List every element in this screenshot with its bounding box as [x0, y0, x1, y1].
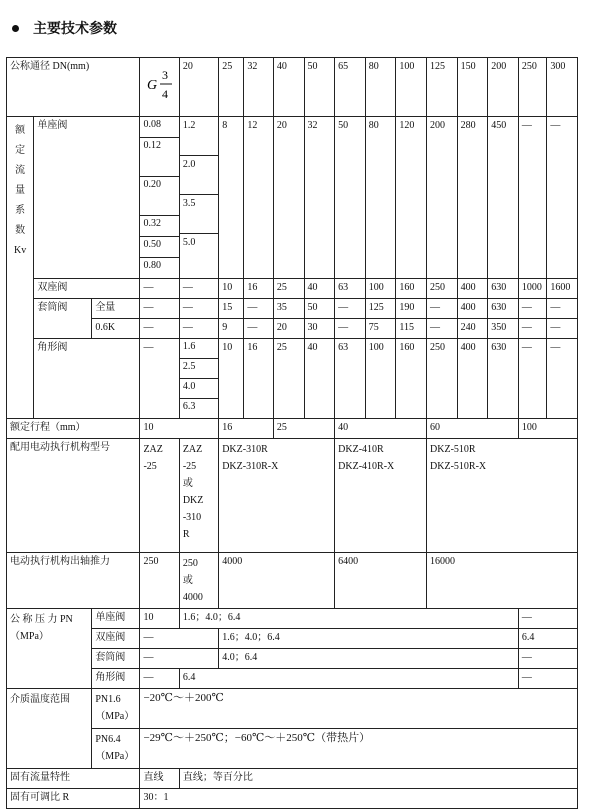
section-title: 主要技术参数 [33, 21, 117, 37]
cell-line: 1.2 [182, 120, 196, 131]
kv-double-value: 16 [244, 279, 274, 299]
cell-line: 5.0 [180, 233, 218, 272]
kv-single-value: 8 [219, 117, 244, 279]
kv-single-col1 [179, 117, 218, 279]
kv-double-value: 40 [304, 279, 335, 299]
kv-sleeve-06k-value: — [518, 319, 546, 339]
range-ratio-row [7, 789, 578, 809]
thrust-col1: 250 或 4000 [179, 553, 218, 609]
pressure-double-a: — [140, 629, 219, 649]
kv-sleeve-full-value: — [427, 299, 458, 319]
thrust-group2: 6400 [335, 553, 427, 609]
temperature-pn64-row [7, 729, 578, 769]
kv-sleeve-06k-value: 75 [365, 319, 396, 339]
cell-line: 3.5 [180, 194, 218, 233]
actuator-model-col0: ZAZ -25 [140, 439, 179, 553]
kv-double-value: 400 [457, 279, 488, 299]
kv-single-value: 280 [457, 117, 488, 279]
kv-angle-value: 630 [488, 339, 519, 419]
thrust-group3: 16000 [427, 553, 578, 609]
kv-angle-col0: — [140, 339, 179, 419]
temperature-pn16-row [7, 689, 578, 729]
kv-single-value: 12 [244, 117, 274, 279]
dn-value: 32 [244, 58, 274, 117]
flow-char-b: 直线；等百分比 [179, 769, 577, 789]
thrust-col0: 250 [140, 553, 179, 609]
kv-double-value: 1000 [518, 279, 546, 299]
flow-char-a: 直线 [140, 769, 179, 789]
cell-line: 0.80 [140, 257, 178, 278]
cell-line: 6.3 [180, 398, 218, 418]
kv-sleeve-06k-value: 240 [457, 319, 488, 339]
kv-single-value: — [518, 117, 546, 279]
kv-single-value: 32 [304, 117, 335, 279]
cell-line: 2.5 [180, 358, 218, 378]
pressure-single-c: — [518, 609, 577, 629]
stroke-value: 10 [140, 419, 219, 439]
kv-sleeve-06k-row [7, 319, 578, 339]
svg-text:G: G [146, 77, 157, 93]
kv-sleeve-06k-value: 9 [219, 319, 244, 339]
kv-double-value: 63 [335, 279, 366, 299]
temperature-pn64-value: −29℃～＋250℃；−60℃～＋250℃（带热片） [140, 729, 578, 769]
kv-angle-value: 160 [396, 339, 427, 419]
dn-value: 40 [273, 58, 304, 117]
kv-sleeve-06k-value: — [244, 319, 274, 339]
kv-single-value: 50 [335, 117, 366, 279]
pressure-sleeve-row [7, 649, 578, 669]
kv-double-value: 25 [273, 279, 304, 299]
cell-line: 0.32 [140, 215, 178, 236]
pressure-angle-row [7, 669, 578, 689]
kv-angle-value: 250 [427, 339, 458, 419]
dn-value: 200 [488, 58, 519, 117]
kv-angle-value: 16 [244, 339, 274, 419]
stroke-label: 额定行程（mm） [7, 419, 140, 439]
cell-line: 0.20 [140, 176, 178, 197]
kv-double-label: 双座阀 [34, 279, 140, 299]
cell-line: 4.0 [180, 378, 218, 398]
dn-value: 25 [219, 58, 244, 117]
dn-value: 300 [547, 58, 578, 117]
kv-sleeve-full-value: 190 [396, 299, 427, 319]
dn-value: 250 [518, 58, 546, 117]
cell-line: 2.0 [180, 155, 218, 194]
pressure-double-b: 1.6；4.0；6.4 [219, 629, 519, 649]
kv-sleeve-full-value: — [244, 299, 274, 319]
pressure-sleeve-label: 套筒阀 [92, 649, 140, 669]
kv-sleeve-full-value: — [547, 299, 578, 319]
actuator-model-col1: ZAZ -25 或 DKZ -310 R [179, 439, 218, 553]
kv-sleeve-full-value: 400 [457, 299, 488, 319]
kv-label: 额 定 流 量 系 数 Kv [7, 117, 34, 419]
stroke-value: 16 [219, 419, 274, 439]
flow-char-label: 固有流量特性 [7, 769, 140, 789]
stroke-value: 100 [518, 419, 577, 439]
dn-value: 80 [365, 58, 396, 117]
svg-text:4: 4 [161, 86, 168, 101]
spec-table [6, 57, 578, 809]
kv-sleeve-full-value: 125 [365, 299, 396, 319]
kv-sleeve-full-value: 630 [488, 299, 519, 319]
kv-sleeve-06k-value: — [140, 319, 179, 339]
pressure-double-label: 双座阀 [92, 629, 140, 649]
kv-single-value: 120 [396, 117, 427, 279]
kv-single-value: 20 [273, 117, 304, 279]
kv-angle-value: — [518, 339, 546, 419]
kv-double-value: — [140, 279, 179, 299]
pressure-single-row [7, 609, 578, 629]
cell-line: 0.12 [143, 140, 161, 151]
range-ratio-label: 固有可调比 R [7, 789, 140, 809]
kv-single-value: — [547, 117, 578, 279]
g-three-quarters-formula [145, 64, 175, 106]
pressure-sleeve-a: — [140, 649, 219, 669]
dn-value: 150 [457, 58, 488, 117]
range-ratio-value: 30：1 [140, 789, 578, 809]
kv-sleeve-label: 套筒阀 [34, 299, 92, 339]
dn-value: 50 [304, 58, 335, 117]
kv-sleeve-06k-value: 115 [396, 319, 427, 339]
pressure-single-label: 单座阀 [92, 609, 140, 629]
pressure-sleeve-b: 4.0；6.4 [219, 649, 519, 669]
kv-sleeve-full-value: 35 [273, 299, 304, 319]
stroke-value: 25 [273, 419, 334, 439]
kv-angle-value: 100 [365, 339, 396, 419]
actuator-model-group1: DKZ-310R DKZ-310R-X [219, 439, 335, 553]
thrust-group1: 4000 [219, 553, 335, 609]
flow-char-row [7, 769, 578, 789]
kv-sleeve-full-value: — [179, 299, 218, 319]
kv-angle-value: 10 [219, 339, 244, 419]
kv-sleeve-full-value: 15 [219, 299, 244, 319]
kv-single-col0 [140, 117, 179, 279]
pressure-double-c: 6.4 [518, 629, 577, 649]
kv-sleeve-full-value: 50 [304, 299, 335, 319]
kv-sleeve-full-value: — [335, 299, 366, 319]
cell-line: 1.6 [182, 341, 196, 352]
pressure-angle-label: 角形阀 [92, 669, 140, 689]
dn-label: 公称通径 DN(mm) [7, 58, 140, 117]
kv-sleeve-06k-value: — [427, 319, 458, 339]
section-heading [12, 16, 117, 40]
pressure-angle-c: — [518, 669, 577, 689]
actuator-model-label: 配用电动执行机构型号 [7, 439, 140, 553]
kv-sleeve-full-label: 全量 [92, 299, 140, 319]
kv-double-row [7, 279, 578, 299]
kv-double-value: 160 [396, 279, 427, 299]
dn-g34-cell [140, 58, 179, 117]
kv-double-value: 1600 [547, 279, 578, 299]
kv-sleeve-06k-value: 30 [304, 319, 335, 339]
kv-angle-value: 400 [457, 339, 488, 419]
dn-value: 125 [427, 58, 458, 117]
kv-angle-value: 40 [304, 339, 335, 419]
dn-value: 20 [179, 58, 218, 117]
svg-text:3: 3 [161, 67, 168, 82]
dn-value: 100 [396, 58, 427, 117]
pressure-angle-b: 6.4 [179, 669, 518, 689]
temperature-pn16-value: −20℃～＋200℃ [140, 689, 578, 729]
cell-line: 0.08 [140, 117, 178, 138]
thrust-row [7, 553, 578, 609]
kv-angle-value: 63 [335, 339, 366, 419]
pressure-single-b: 1.6；4.0；6.4 [179, 609, 518, 629]
stroke-row [7, 419, 578, 439]
stroke-value: 60 [427, 419, 519, 439]
temperature-label: 介质温度范围 [7, 689, 92, 769]
kv-single-label: 单座阀 [34, 117, 140, 279]
actuator-model-group3: DKZ-510R DKZ-510R-X [427, 439, 578, 553]
kv-sleeve-full-value: — [518, 299, 546, 319]
pressure-double-row [7, 629, 578, 649]
kv-sleeve-06k-label: 0.6K [92, 319, 140, 339]
kv-angle-value: 25 [273, 339, 304, 419]
kv-double-value: 10 [219, 279, 244, 299]
kv-double-value: 250 [427, 279, 458, 299]
kv-double-value: — [179, 279, 218, 299]
stroke-value: 40 [335, 419, 427, 439]
kv-angle-label: 角形阀 [34, 339, 140, 419]
thrust-label: 电动执行机构出轴推力 [7, 553, 140, 609]
kv-double-value: 100 [365, 279, 396, 299]
temperature-pn64-label: PN6.4（MPa） [92, 729, 140, 769]
kv-sleeve-06k-value: — [547, 319, 578, 339]
kv-angle-row [7, 339, 578, 419]
pressure-label: 公 称 压 力 PN（MPa） [7, 609, 92, 689]
kv-double-value: 630 [488, 279, 519, 299]
kv-angle-value: — [547, 339, 578, 419]
dn-value: 65 [335, 58, 366, 117]
kv-sleeve-06k-value: — [179, 319, 218, 339]
bullet-icon [12, 25, 19, 32]
kv-sleeve-full-value: — [140, 299, 179, 319]
kv-sleeve-06k-value: 20 [273, 319, 304, 339]
kv-single-row [7, 117, 578, 279]
pressure-single-a: 10 [140, 609, 179, 629]
temperature-pn16-label: PN1.6（MPa） [92, 689, 140, 729]
kv-single-value: 80 [365, 117, 396, 279]
kv-sleeve-full-row [7, 299, 578, 319]
kv-sleeve-06k-value: 350 [488, 319, 519, 339]
kv-single-value: 200 [427, 117, 458, 279]
dn-row [7, 58, 578, 117]
kv-single-value: 450 [488, 117, 519, 279]
actuator-model-row [7, 439, 578, 553]
pressure-sleeve-c: — [518, 649, 577, 669]
actuator-model-group2: DKZ-410R DKZ-410R-X [335, 439, 427, 553]
kv-angle-col1 [179, 339, 218, 419]
kv-sleeve-06k-value: — [335, 319, 366, 339]
cell-line: 0.50 [140, 236, 178, 257]
pressure-angle-a: — [140, 669, 179, 689]
